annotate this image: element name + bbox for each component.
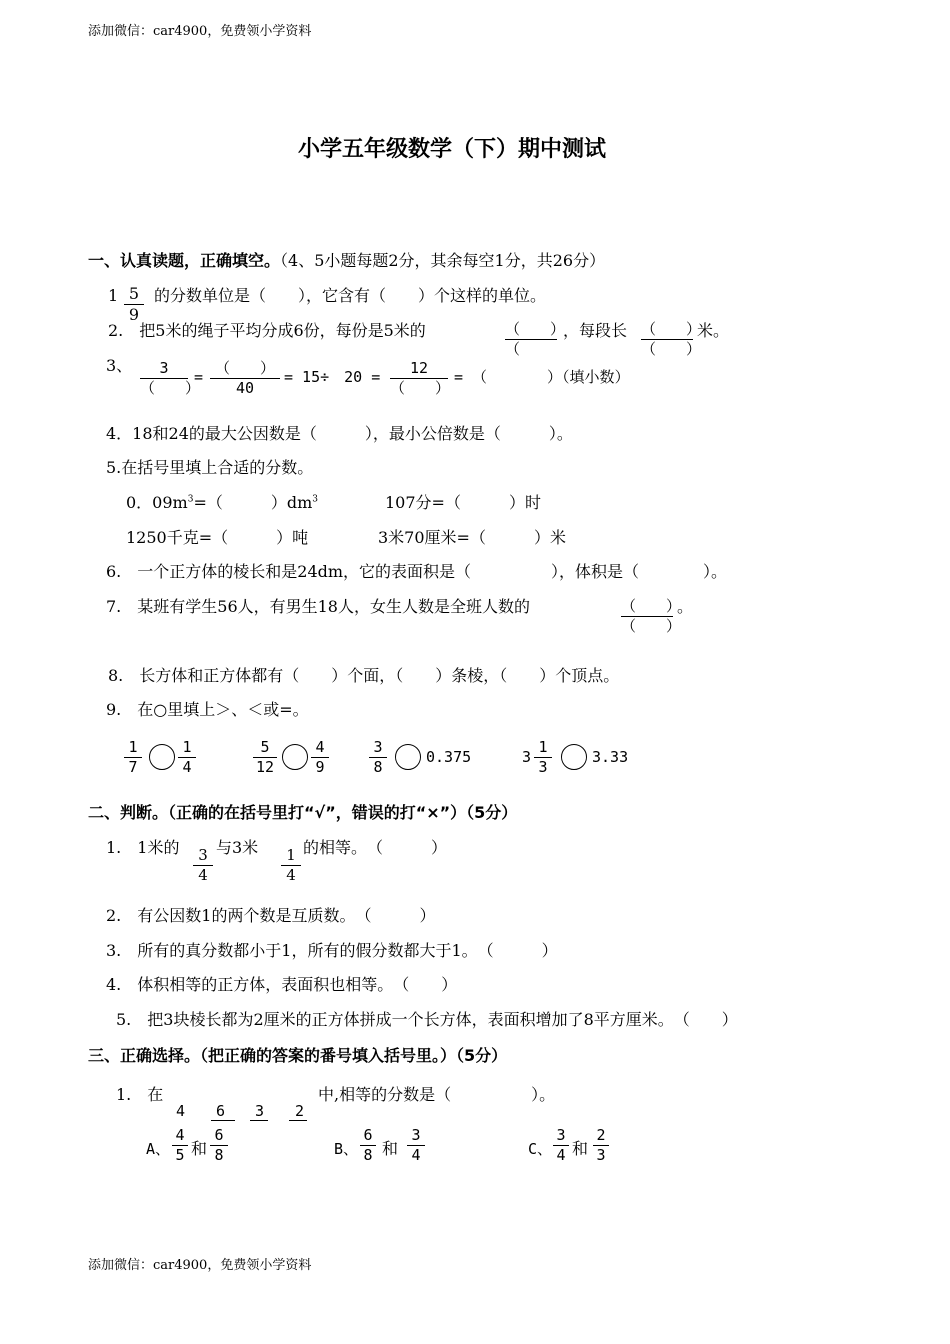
s1-q4: 4．18和24的最大公因数是（ ），最小公倍数是（ ）。 (106, 424, 573, 443)
option-a-fraction-2: $\frac{6}{8}$ (210, 1128, 228, 1163)
s1-q1-fraction: $\frac{5}{9}$ (124, 286, 144, 323)
s1-q7-fraction-blank: （ ） （ ） (621, 597, 682, 635)
option-b-fraction-1: $\frac{6}{8}$ (360, 1128, 376, 1163)
s1-q7-end: 。 (677, 597, 694, 616)
q9-c-right-value: 0.375 (426, 748, 472, 766)
s3-q1-top-4: 4 (176, 1102, 186, 1120)
s1-q3-number: 3、 (106, 356, 133, 375)
q9-a-right-fraction: $\frac{1}{4}$ (178, 740, 196, 775)
s2-q1-fraction-1: $\frac{3}{4}$ (193, 848, 213, 883)
s1-q9: 9. 在○里填上＞、＜或=。 (106, 700, 309, 719)
q9-d-right-value: 3.33 (592, 748, 629, 766)
q9-b-left-fraction: $\frac{5}{12}$ (253, 740, 277, 775)
q9-d-whole: 3 (522, 748, 532, 766)
s2-q5: 5. 把3块棱长都为2厘米的正方体拼成一个长方体，表面积增加了8平方厘米。 （ ） (116, 1010, 738, 1029)
s1-q3-fraction-3: 12 （ ） (390, 359, 451, 397)
s3-q1-top-rule-2 (250, 1120, 268, 1121)
s1-q2-text-b: ，每段长 (563, 321, 628, 340)
s1-q3-fraction-1: 3 （ ） (140, 359, 201, 397)
option-b-fraction-2: $\frac{3}{4}$ (407, 1128, 425, 1163)
option-a-label[interactable]: A、 (146, 1140, 171, 1158)
s3-q1-text-b: 中,相等的分数是（ ）。 (318, 1085, 556, 1104)
s1-q2-text-a: 2. 把5米的绳子平均分成6份，每份是5米的 (108, 321, 426, 340)
s1-q3-equals: = (194, 368, 204, 386)
s2-q1-fraction-2: $\frac{1}{4}$ (281, 848, 301, 883)
s3-q1-top-rule-3 (289, 1120, 307, 1121)
option-b-label[interactable]: B、 (334, 1140, 359, 1158)
option-c-fraction-1: $\frac{3}{4}$ (553, 1128, 569, 1163)
option-c-fraction-2: $\frac{2}{3}$ (593, 1128, 609, 1163)
s1-q5-item-2: 107分=（ ）时 (385, 493, 541, 512)
s2-q3: 3. 所有的真分数都小于1，所有的假分数都大于1。 （ ） (106, 941, 558, 960)
q9-c-left-fraction: $\frac{3}{8}$ (369, 740, 387, 775)
s2-q2: 2. 有公因数1的两个数是互质数。 （ ） (106, 906, 436, 925)
s1-q5: 5.在括号里填上合适的分数。 (106, 458, 314, 477)
s1-q2-fraction-blank-1: （ ） （ (505, 320, 566, 358)
compare-circle-b[interactable] (282, 744, 308, 770)
s2-q1-text-c: 的相等。 （ ） (303, 838, 448, 857)
s1-q3-middle: = 15÷ 20 = (284, 368, 381, 386)
s1-q1-number: 1 (108, 286, 119, 305)
s1-q3-tail: = （ ）（填小数） (454, 368, 630, 386)
s1-q2-text-c: 米。 (697, 321, 730, 340)
s3-q1-top-2: 2 (295, 1102, 305, 1120)
compare-circle-c[interactable] (395, 744, 421, 770)
s3-q1-text-a: 1. 在 (116, 1085, 164, 1104)
compare-circle-a[interactable] (149, 744, 175, 770)
option-a-fraction-1: $\frac{4}{5}$ (172, 1128, 188, 1163)
section-3-heading: 三、正确选择。（把正确的答案的番号填入括号里。）（5分） (88, 1046, 508, 1065)
s1-q1-text: 的分数单位是（ ），它含有（ ）个这样的单位。 (154, 286, 547, 305)
q9-d-left-fraction: $\frac{1}{3}$ (534, 740, 552, 775)
q9-a-left-fraction: $\frac{1}{7}$ (124, 740, 142, 775)
s1-q8: 8. 长方体和正方体都有（ ）个面，（ ）条棱，（ ）个顶点。 (108, 666, 620, 685)
s1-q3-fraction-2: （ ） 40 (210, 361, 280, 396)
s2-q1-text-b: 与3米 (216, 838, 259, 857)
header-note: 添加微信：car4900，免费领小学资料 (88, 24, 312, 39)
s1-q2-fraction-blank-2: （ ） （ ） (641, 320, 702, 358)
compare-circle-d[interactable] (561, 744, 587, 770)
s2-q4: 4. 体积相等的正方体，表面积也相等。 （ ） (106, 975, 458, 994)
option-c-label[interactable]: C、 (528, 1140, 553, 1158)
s1-q5-item-4: 3米70厘米=（ ）米 (378, 528, 566, 547)
s3-q1-top-rule-1 (211, 1120, 235, 1121)
s1-q6: 6. 一个正方体的棱长和是24dm，它的表面积是（ ），体积是（ ）。 (106, 562, 728, 581)
s1-q5-item-3: 1250千克=（ ）吨 (126, 528, 309, 547)
s1-q5-item-1: 0．$09m^3=$（ ）$dm^3$ (126, 493, 319, 512)
s3-q1-top-6: 6 (216, 1102, 226, 1120)
option-a-and: 和 (191, 1139, 208, 1158)
s3-q1-top-3: 3 (255, 1102, 265, 1120)
page-title: 小学五年级数学（下）期中测试 (298, 137, 607, 162)
option-c-and: 和 (572, 1139, 589, 1158)
option-b-and: 和 (382, 1139, 399, 1158)
q9-b-right-fraction: $\frac{4}{9}$ (311, 740, 329, 775)
footer-note: 添加微信：car4900，免费领小学资料 (88, 1258, 312, 1273)
section-2-heading: 二、判断。（正确的在括号里打“√”，错误的打“×”）（5分） (88, 803, 518, 822)
section-1-heading: 一、认真读题，正确填空。（4、5小题每题2分，其余每空1分，共26分） (88, 251, 606, 270)
s1-q7-text: 7. 某班有学生56人，有男生18人，女生人数是全班人数的 (106, 597, 530, 616)
s2-q1-text-a: 1. 1米的 (106, 838, 180, 857)
